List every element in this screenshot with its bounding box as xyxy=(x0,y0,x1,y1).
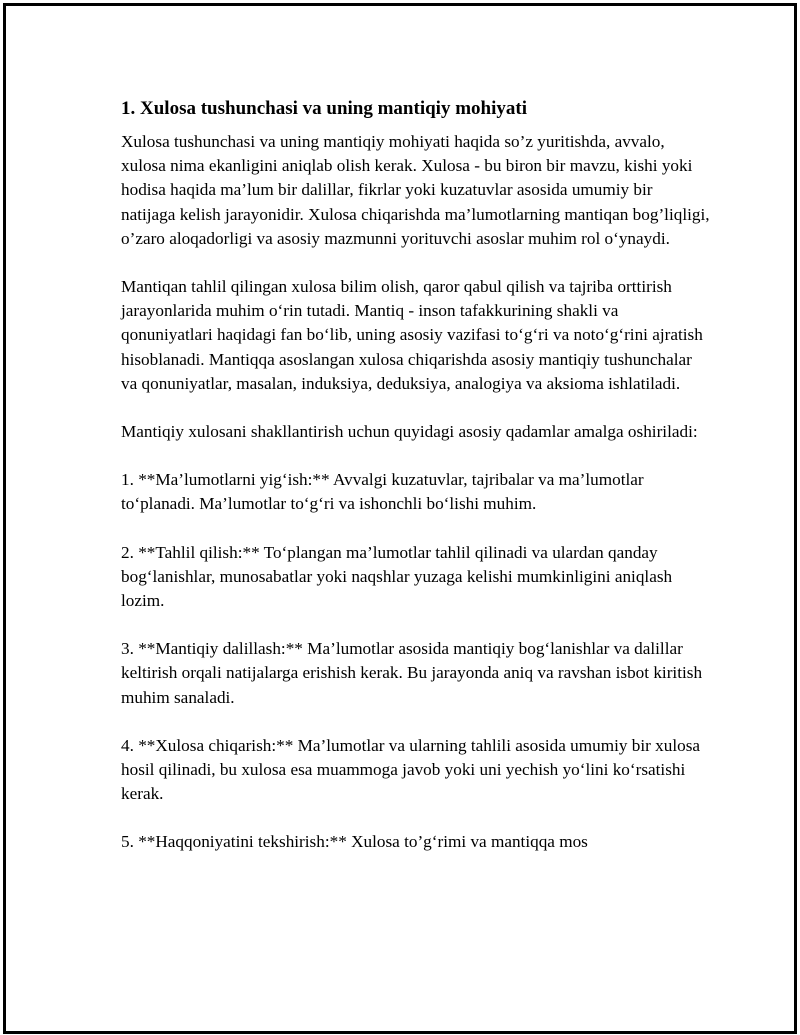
paragraph-logic: Mantiqan tahlil qilingan xulosa bilim olish, qaror qabul qilish va tajriba orttirish jarayonlarida muhim o‘rin tutadi. Mantiq - inson tafakkurining shakli va qonuniyatlari haqidagi fan bo‘lib, uning asosiy vazifasi to‘g‘ri va noto‘g‘rini ajratish hisoblanadi. Mantiqqa asoslangan xulosa chiqarishda asosiy mantiqiy tushunchalar va qonuniyatlar, masalan, induksiya, deduksiya, analogiya va aksioma ishlatiladi. xyxy=(121,277,703,393)
list-item-step-4: 4. **Xulosa chiqarish:** Ma’lumotlar va ularning tahlili asosida umumiy bir xulosa hosil qilinadi, bu xulosa esa muammoga javob yoki uni yechish yo‘lini ko‘rsatishi kerak. xyxy=(121,735,701,804)
list-item-step-1: 1. **Ma’lumotlarni yig‘ish:** Avvalgi kuzatuvlar, tajribalar va ma’lumotlar to‘planadi. Ma’lumotlar to‘g‘ri va ishonchli bo‘lishi muhim. xyxy=(121,470,644,514)
page-frame xyxy=(3,3,797,1034)
list-item-step-2: 2. **Tahlil qilish:** To‘plangan ma’lumotlar tahlil qilinadi va ulardan qanday bog‘lanishlar, munosabatlar yoki naqshlar yuzaga kelishi mumkinligini aniqlash lozim. xyxy=(121,542,673,611)
list-item-step-5: 5. **Haqqoniyatini tekshirish:** Xulosa to’g‘rimi va mantiqqa mos xyxy=(121,832,588,852)
paragraph-steps-intro: Mantiqiy xulosani shakllantirish uchun quyidagi asosiy qadamlar amalga oshiriladi: xyxy=(121,422,698,442)
list-item-step-3: 3. **Mantiqiy dalillash:** Ma’lumotlar asosida mantiqiy bog‘lanishlar va dalillar keltirish orqali natijalarga erishish kerak. Bu jarayonda aniq va ravshan isbot kiritish muhim sanaladi. xyxy=(121,639,703,707)
paragraph-intro: Xulosa tushunchasi va uning mantiqiy mohiyati haqida so’z yuritishda, avvalo, xulosa nima ekanligini aniqlab olish kerak. Xulosa - bu biron bir mavzu, kishi yoki hodisa haqida ma’lum bir dalillar, fikrlar yoki kuzatuvlar asosida umumiy bir natijaga kelish jarayonidir. Xulosa chiqarishda ma’lumotlarning mantiqan bog’liqligi, o’zaro aloqadorligi va asosiy mazmunni yorituvchi asoslar muhim rol o‘ynaydi. xyxy=(121,132,710,248)
document-body xyxy=(121,97,711,879)
section-heading: 1. Xulosa tushunchasi va uning mantiqiy mohiyati xyxy=(121,98,527,119)
